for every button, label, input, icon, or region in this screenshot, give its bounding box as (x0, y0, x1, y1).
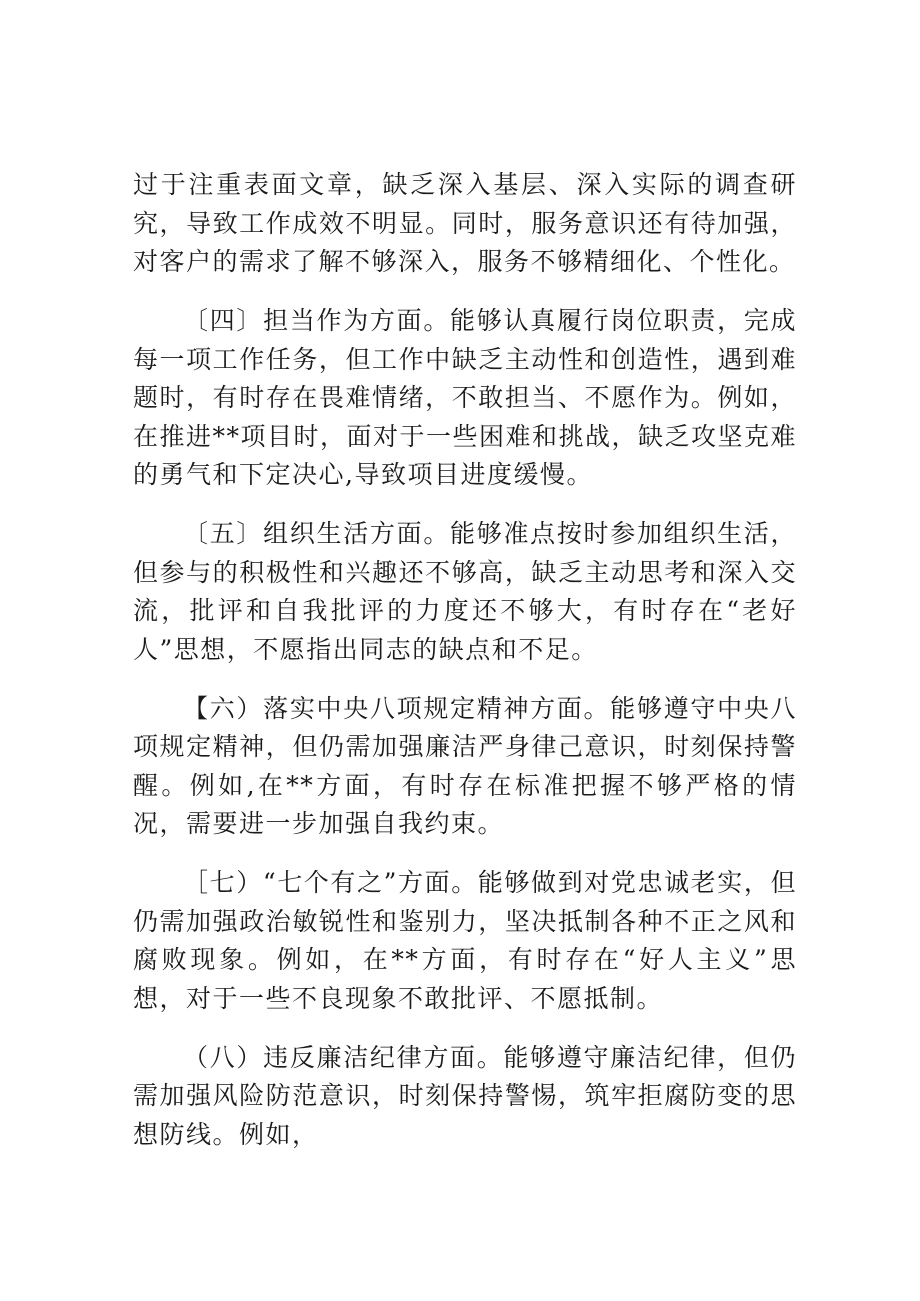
paragraph-section-5: 〔五〕组织生活方面。能够准点按时参加组织生活，但参与的积极性和兴趣还不够高，缺乏主动思考和深入交流，批评和自我批评的力度还不够大，有时存在“老好人”思想，不愿指出同志的缺点和不足。 (133, 519, 797, 664)
paragraph-section-4: 〔四〕担当作为方面。能够认真履行岗位职责，完成每一项工作任务，但工作中缺乏主动性和创造性，遇到难题时，有时存在畏难情绪，不敢担当、不愿作为。例如，在推进**项目时，面对于一些困难和挑战，缺乏攻坚克难的勇气和下定决心,导致项目进度缓慢。 (133, 306, 798, 489)
paragraph-section-7: ［七）“七个有之”方面。能够做到对党忠诚老实，但仍需加强政治敏锐性和鉴别力，坚决抵制各种不正之风和腐败现象。例如，在**方面，有时存在“好人主义”思想，对于一些不良现象不敢批评、不愿抵制。 (133, 868, 797, 1013)
paragraph-section-8: （八）违反廉洁纪律方面。能够遵守廉洁纪律，但仍需加强风险防范意识，时刻保持警惕，筑牢拒腐防变的思想防线。例如， (133, 1042, 797, 1149)
paragraph-continuation: 过于注重表面文章，缺乏深入基层、深入实际的调查研究，导致工作成效不明显。同时，服务意识还有待加强，对客户的需求了解不够深入，服务不够精细化、个性化。 (133, 170, 797, 276)
document-body (133, 166, 797, 1154)
paragraph-section-6: 【六）落实中央八项规定精神方面。能够遵守中央八项规定精神，但仍需加强廉洁严身律己意识，时刻保持警醒。例如,在**方面，有时存在标准把握不够严格的情况，需要进一步加强自我约束。 (133, 693, 797, 838)
